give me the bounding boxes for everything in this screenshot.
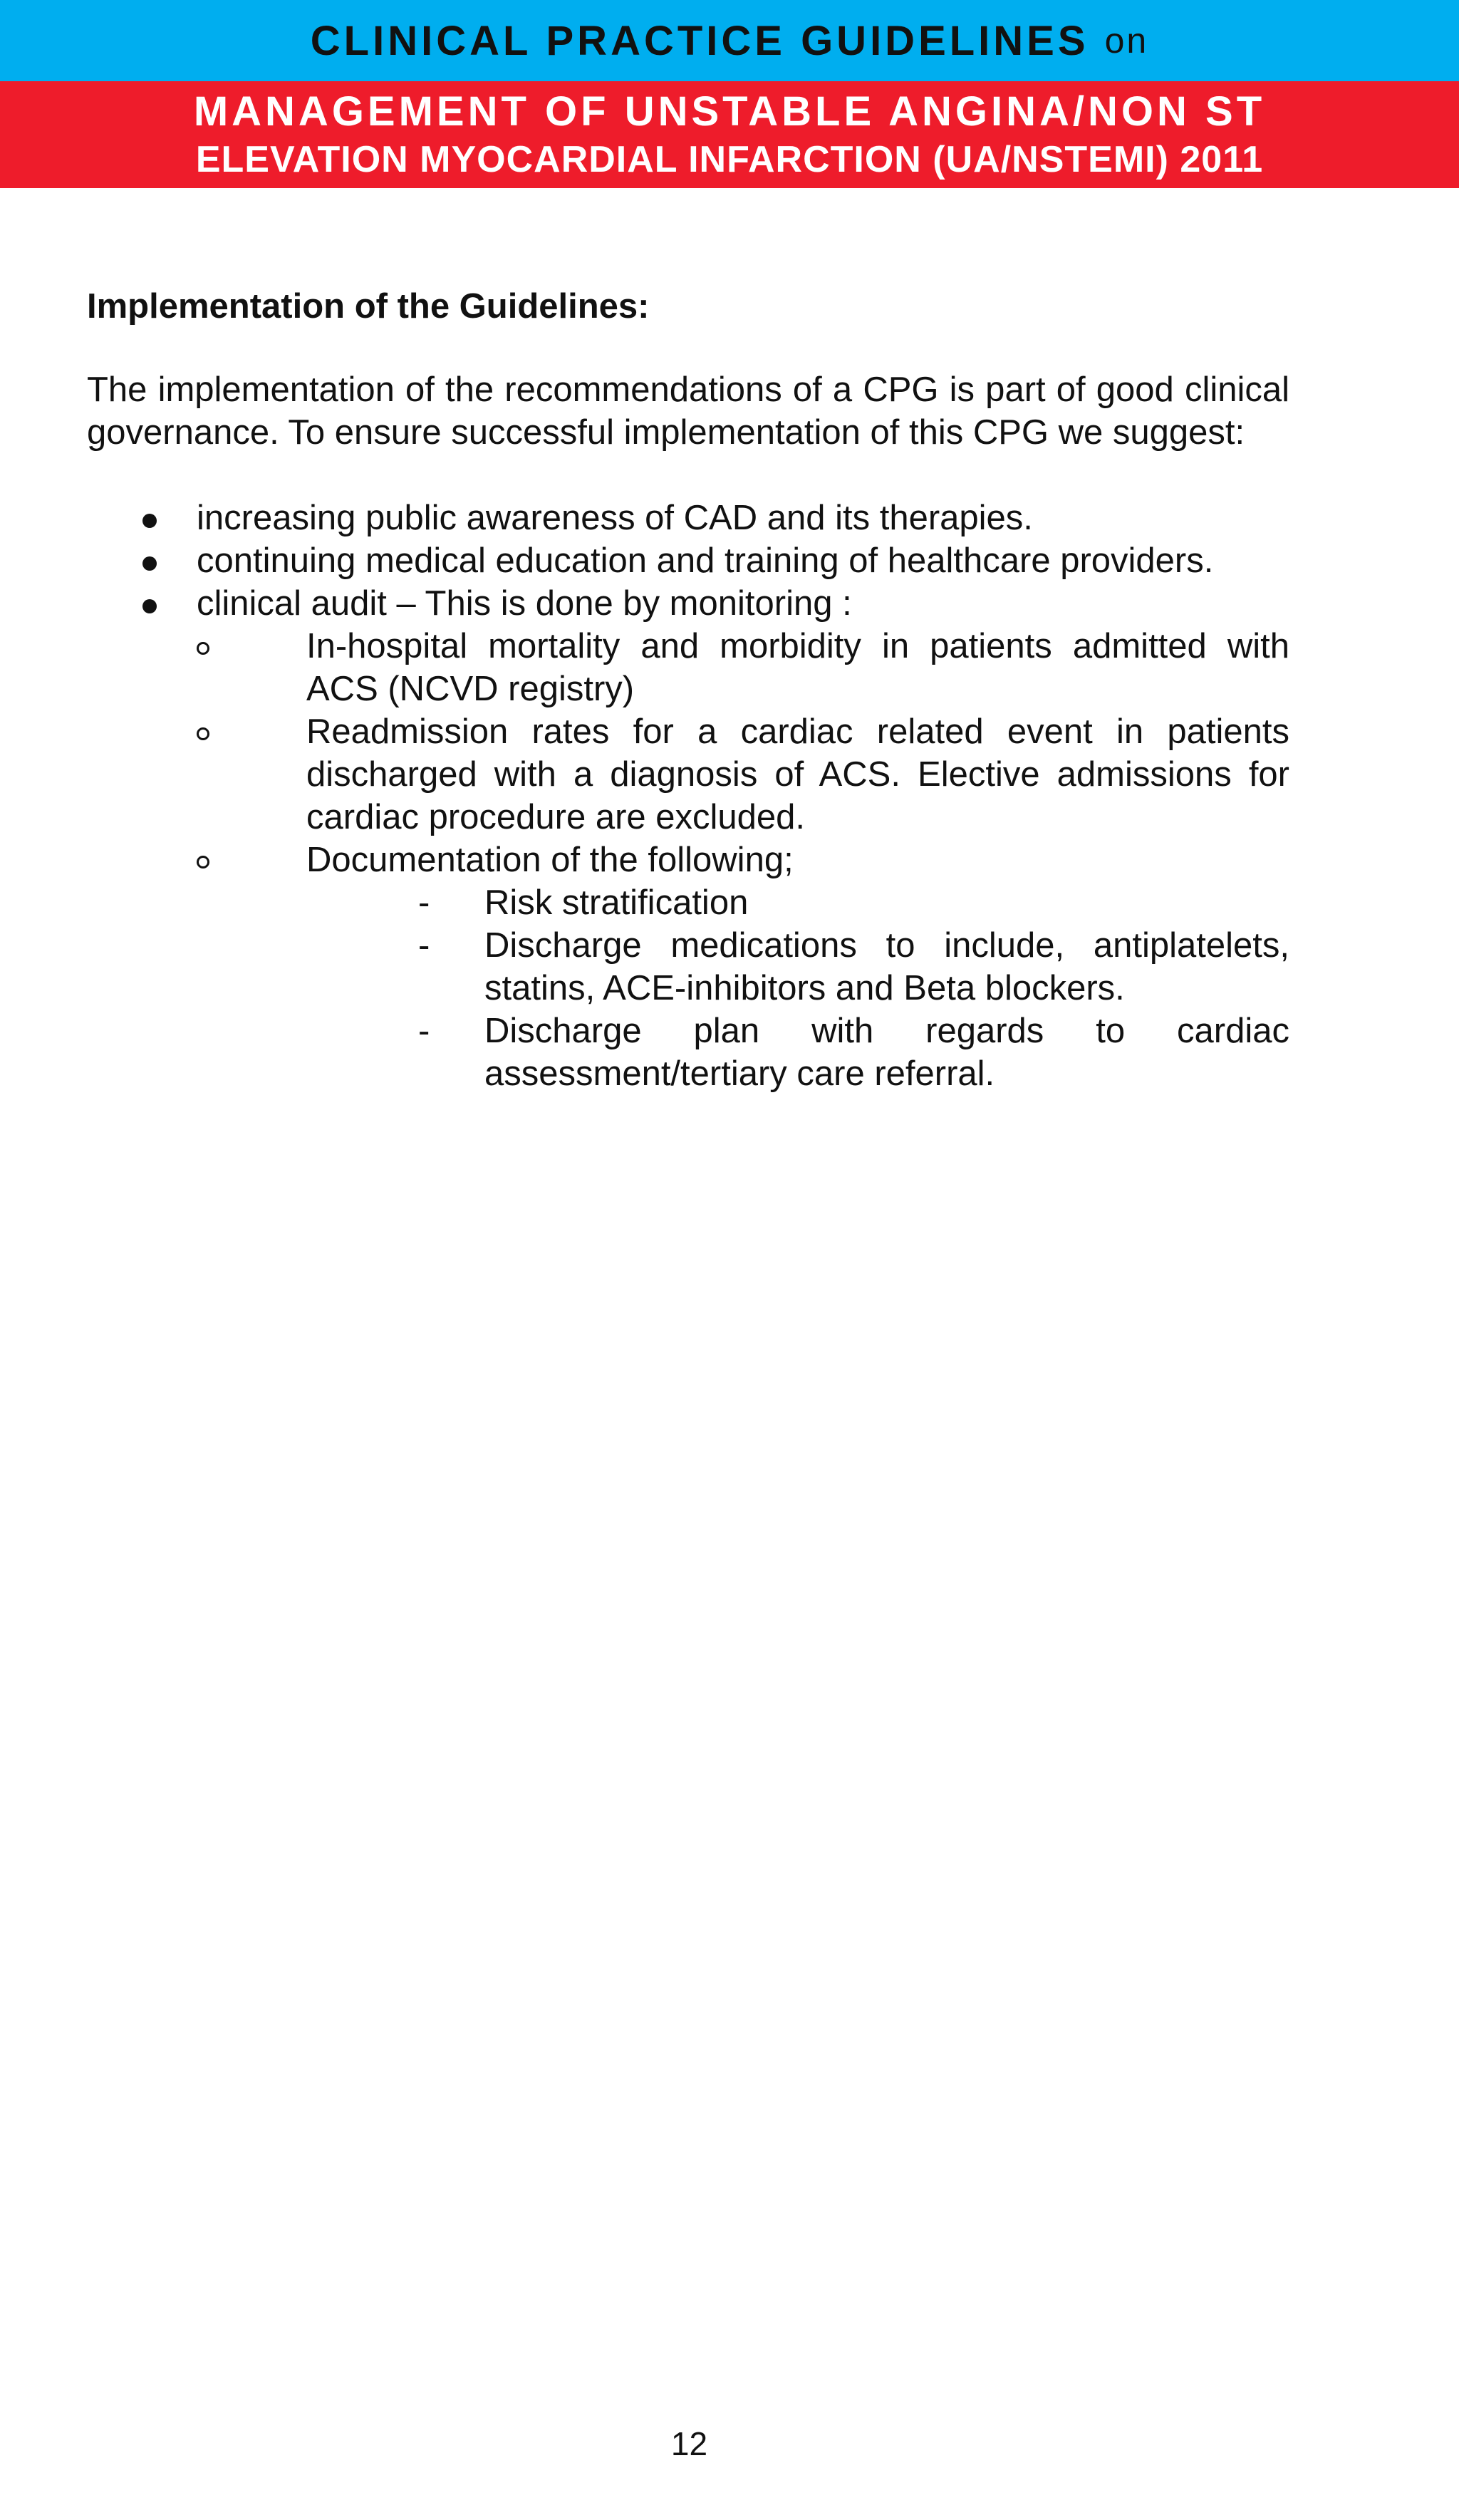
main-content xyxy=(87,285,1289,1095)
suggestion-list xyxy=(87,497,1289,1095)
sublist-item-text: Readmission rates for a cardiac related event in patients discharged with a diagnosis of ACS. Elective admissions for cardiac procedure are excluded. xyxy=(306,712,1289,836)
audit-sublist xyxy=(197,625,1289,1095)
sub-sublist-item-text: Risk stratification xyxy=(484,883,749,922)
circle-bullet-icon xyxy=(197,727,209,740)
list-item xyxy=(87,539,1289,582)
dash-marker: - xyxy=(418,883,430,922)
dash-marker: - xyxy=(418,926,430,965)
sub-sublist-item xyxy=(306,1010,1289,1095)
list-item-text: clinical audit – This is done by monitoring : xyxy=(197,584,852,623)
circle-bullet-icon xyxy=(197,642,209,655)
series-on: on xyxy=(1104,21,1149,61)
list-item-text: continuing medical education and training of healthcare providers. xyxy=(197,541,1214,580)
page-number: 12 xyxy=(670,2425,708,2462)
series-header-band xyxy=(0,0,1459,81)
sublist-item xyxy=(197,710,1289,839)
list-item-text: increasing public awareness of CAD and its therapies. xyxy=(197,499,1033,537)
list-item xyxy=(87,497,1289,539)
bullet-icon xyxy=(142,599,157,613)
list-item xyxy=(87,582,1289,1095)
section-heading: Implementation of the Guidelines: xyxy=(87,287,650,326)
sub-sublist-item xyxy=(306,924,1289,1010)
document-title-line-2: ELEVATION MYOCARDIAL INFARCTION (UA/NSTEMI) 2011 xyxy=(195,139,1264,180)
series-title: CLINICAL PRACTICE GUIDELINES xyxy=(310,17,1089,64)
sublist-item-text: Documentation of the following; xyxy=(306,841,794,879)
document-title-line-1: MANAGEMENT OF UNSTABLE ANGINA/NON ST xyxy=(193,88,1266,135)
sublist-item xyxy=(197,839,1289,1095)
documentation-sublist xyxy=(306,881,1289,1095)
bullet-icon xyxy=(142,514,157,528)
sub-sublist-item-text: Discharge medications to include, antiplatelets, statins, ACE-inhibitors and Beta blockers. xyxy=(484,926,1289,1007)
dash-marker: - xyxy=(418,1012,430,1050)
sub-sublist-item-text: Discharge plan with regards to cardiac assessment/tertiary care referral. xyxy=(484,1012,1289,1093)
bullet-icon xyxy=(142,556,157,571)
intro-paragraph: The implementation of the recommendations of a CPG is part of good clinical governance. To ensure successful implementation of this CPG we suggest: xyxy=(87,370,1289,452)
sub-sublist-item xyxy=(306,881,1289,924)
sublist-item-text: In-hospital mortality and morbidity in patients admitted with ACS (NCVD registry) xyxy=(306,627,1289,708)
document-title-band xyxy=(0,81,1459,188)
sublist-item xyxy=(197,625,1289,710)
circle-bullet-icon xyxy=(197,856,209,868)
